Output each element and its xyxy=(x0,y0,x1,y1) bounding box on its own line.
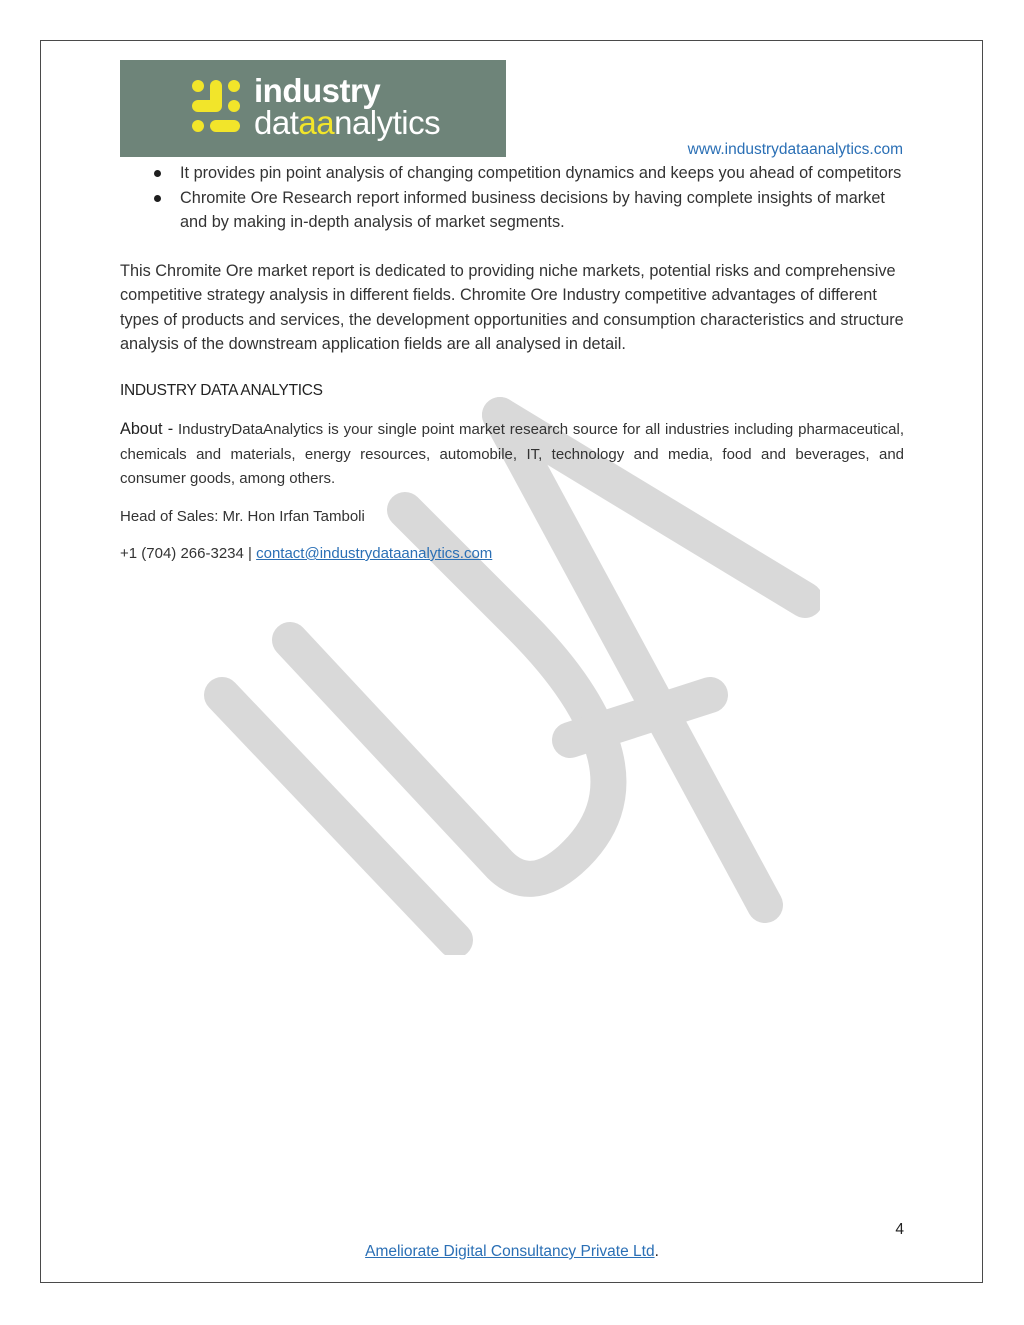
phone-number: +1 (704) 266-3234 xyxy=(120,545,244,562)
list-item: It provides pin point analysis of changing competition dynamics and keeps you ahead of competitors xyxy=(120,161,904,186)
about-label: About - xyxy=(120,420,174,438)
report-description: This Chromite Ore market report is dedicated to providing niche markets, potential risks and comprehensive competitive strategy analysis in different fields. Chromite Ore Industry competitive advantages of different types of products and services, the development opportunities and consumption characteristics and structure analysis of the downstream application fields are all analysed in detail. xyxy=(120,261,904,353)
email-link[interactable]: contact@industrydataanalytics.com xyxy=(256,545,493,562)
footer-company-link[interactable]: Ameliorate Digital Consultancy Private Ltd xyxy=(365,1243,655,1260)
logo-text-dataanalytics: dataanalytics xyxy=(254,104,441,141)
dots-logo-icon xyxy=(190,78,246,134)
main-content xyxy=(120,161,904,567)
company-logo xyxy=(120,60,506,157)
bullet-icon xyxy=(154,195,161,202)
logo-text-industry: industry xyxy=(254,72,381,109)
page-number: 4 xyxy=(895,1221,904,1238)
footer xyxy=(0,1243,1024,1261)
bullet-icon xyxy=(154,170,161,177)
feature-bullet-list xyxy=(120,161,904,235)
website-link[interactable]: www.industrydataanalytics.com xyxy=(687,141,903,158)
separator: | xyxy=(248,545,252,562)
head-of-sales: Head of Sales: Mr. Hon Irfan Tamboli xyxy=(120,507,365,525)
list-item: Chromite Ore Research report informed business decisions by having complete insights of market and by making in-depth analysis of market segments. xyxy=(120,186,904,235)
contact-line xyxy=(120,542,904,567)
about-paragraph xyxy=(120,417,904,492)
company-heading: INDUSTRY DATA ANALYTICS xyxy=(120,381,323,399)
about-text: IndustryDataAnalytics is your single point market research source for all industries including pharmaceutical, chemicals and materials, energy resources, automobile, IT, technology and media, food and beverages, and consumer goods, among others. xyxy=(120,421,904,487)
footer-period: . xyxy=(654,1243,659,1260)
